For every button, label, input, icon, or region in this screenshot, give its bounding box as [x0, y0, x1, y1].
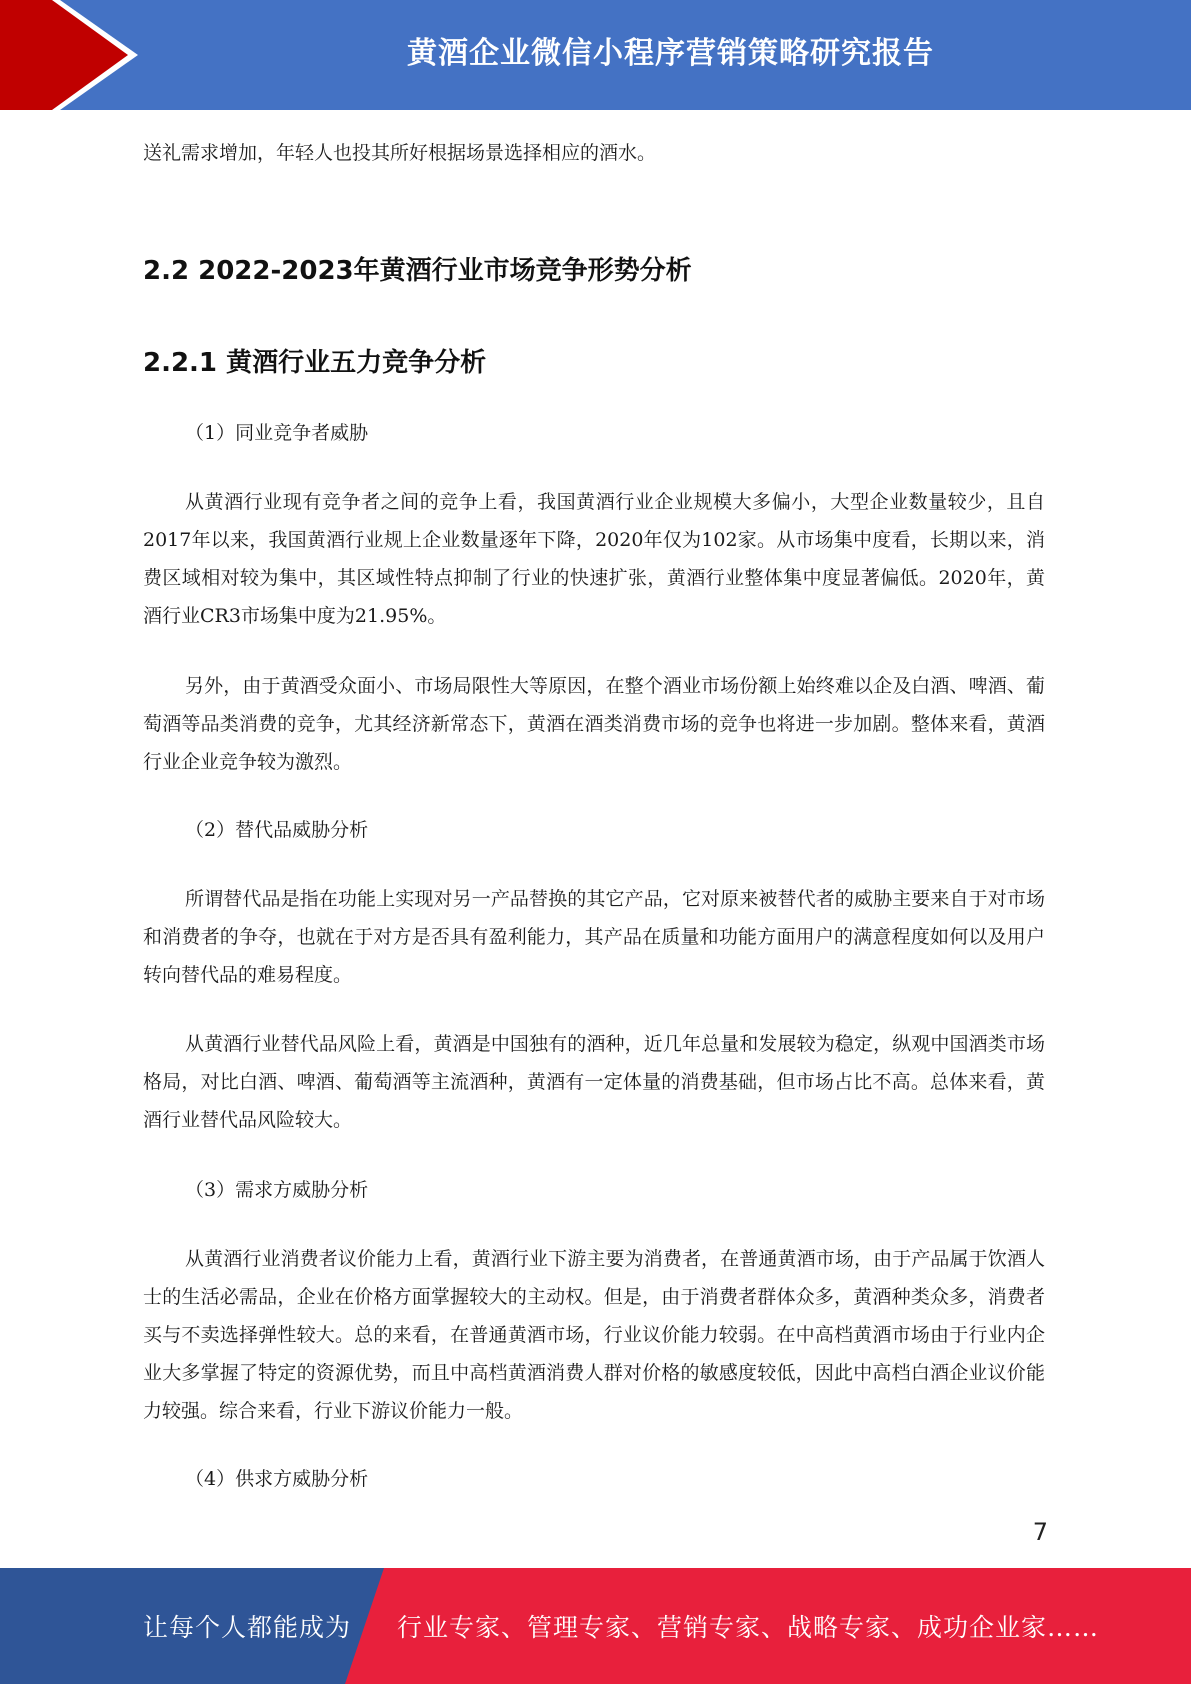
paragraph: 另外，由于黄酒受众面小、市场局限性大等原因，在整个酒业市场份额上始终难以企及白酒、啤酒、葡萄酒等品类消费的竞争，尤其经济新常态下，黄酒在酒类消费市场的竞争也将进一步加剧。整体来看，黄酒行业企业竞争较为激烈。 [143, 675, 1045, 773]
paragraph: 所谓替代品是指在功能上实现对另一产品替换的其它产品，它对原来被替代者的威胁主要来自于对市场和消费者的争夺，也就在于对方是否具有盈利能力，其产品在质量和功能方面用户的满意程度如何以及用户转向替代品的难易程度。 [143, 888, 1045, 986]
footer-slogan: 让每个人都能成为 [143, 1613, 352, 1642]
item-heading: （4）供求方威胁分析 [185, 1468, 369, 1490]
header-chevron-decoration [0, 0, 160, 110]
subsection-heading: 2.2.1 黄酒行业五力竞争分析 [143, 348, 487, 378]
footer-roles: 行业专家、管理专家、营销专家、战略专家、成功企业家…… [397, 1613, 1100, 1642]
item-heading: （1）同业竞争者威胁 [185, 422, 369, 444]
header-title: 黄酒企业微信小程序营销策略研究报告 [407, 36, 934, 71]
section-heading: 2.2 2022-2023年黄酒行业市场竞争形势分析 [143, 256, 692, 286]
item-heading: （2）替代品威胁分析 [185, 819, 369, 841]
paragraph: 从黄酒行业消费者议价能力上看，黄酒行业下游主要为消费者，在普通黄酒市场，由于产品属于饮酒人士的生活必需品，企业在价格方面掌握较大的主动权。但是，由于消费者群体众多，黄酒种类众多，消费者买与不卖选择弹性较大。总的来看，在普通黄酒市场，行业议价能力较弱。在中高档黄酒市场由于行业内企业大多掌握了特定的资源优势，而且中高档黄酒消费人群对价格的敏感度较低，因此中高档白酒企业议价能力较强。综合来看，行业下游议价能力一般。 [143, 1248, 1045, 1422]
page-header [0, 0, 1191, 110]
paragraph: 从黄酒行业替代品风险上看，黄酒是中国独有的酒种，近几年总量和发展较为稳定，纵观中国酒类市场格局，对比白酒、啤酒、葡萄酒等主流酒种，黄酒有一定体量的消费基础，但市场占比不高。总体来看，黄酒行业替代品风险较大。 [143, 1033, 1045, 1131]
paragraph: 送礼需求增加，年轻人也投其所好根据场景选择相应的酒水。 [143, 142, 657, 164]
item-heading: （3）需求方威胁分析 [185, 1179, 369, 1201]
page-footer [0, 1568, 1191, 1684]
page-number: 7 [1032, 1518, 1048, 1546]
paragraph: 从黄酒行业现有竞争者之间的竞争上看，我国黄酒行业企业规模大多偏小，大型企业数量较少，且自2017年以来，我国黄酒行业规上企业数量逐年下降，2020年仅为102家。从市场集中度看，长期以来，消费区域相对较为集中，其区域性特点抑制了行业的快速扩张，黄酒行业整体集中度显著偏低。2020年，黄酒行业CR3市场集中度为21.95%。 [143, 491, 1045, 627]
